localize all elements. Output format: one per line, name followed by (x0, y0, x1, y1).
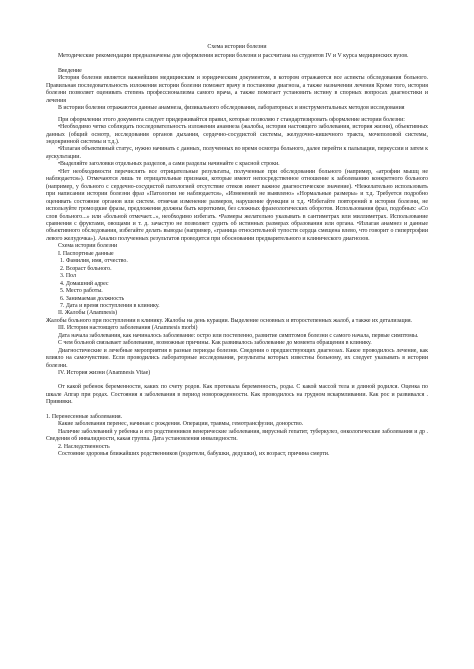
paragraph-7: •Нет необходимости перечислять все отрицательные результаты, полученные при обследовании больного (например, «атрофии мышц не наблюдается»). Отмечаются лишь те отрицательные признаки, которые имеют непосредственное отношение к заболеванию конкретного больного (например, у больного с сердечно-сосудистой патологией отсутствие отеков имеет важное диагностическое значение). •Нежелательно использовать при написании истории болезни фраз «Патологии не наблюдается», «Изменений не выявлено» «Нормальные размеры» и т.д. Требуется подробно оценивать состояние органов или систем. отмечая изменение размеров, нарушение функции и т.д. •Избегайте повторений в истории болезни, не используйте громоздкие фразы, предложения должны быть короткими, без сложных фразеологических оборотов. Использования фраз, подобных: «Со слов больного...» или «больной отмечает...», необходимо избегать. •Размеры желательно указывать в сантиметрах или миллиметрах. Использование сравнения с фруктами, овощами и т. д. зачастую не позволяет судить об истинных размерах образования или органа. •Излагая анамнез и данные объективного обследования, избегайте делать выводы (например, «граница относительной тупости сердца смещена влево, что говорит о гипертрофии левого желудочка»). Анализ полученных результатов проводится при обосновании предварительного и клинического диагнозов. (46, 168, 428, 242)
passport-title: I. Паспортные данные (58, 250, 114, 257)
paragraph-4: •Необходимо четко соблюдать последовательность изложения анамнеза (жалобы, история настоящего заболевания, история жизни), объективных данных (общий осмотр, исследования органов дыхания, сердечно-сосудистой системы, желудочно-кишечного тракта, мочеполовой системы, эндокринной системы и т.д.). (46, 124, 428, 145)
diseases-title: 1. Перенесенные заболевания. (46, 413, 123, 420)
morbi-title: III. История настоящего заболевания (Anamnesis morbi) (58, 325, 198, 332)
list-item: 5. Место работы. (60, 288, 103, 295)
document-title: Схема истории болезни (207, 44, 267, 50)
complaints-title: II. Жалобы (Anamnesis) (58, 310, 118, 317)
paragraph-5: •Излагая объективный статус, нужно начинать с данных, полученных во время осмотра больного, далее перейти к пальпации, перкуссии и затем к аускультации. (46, 146, 428, 160)
paragraph-3: При оформлении этого документа следует придерживайтся правил, которые позволяю г стандартизировать оформление истории болезни: (58, 116, 405, 123)
heredity-paragraph-1: Состояние здоровья ближайших родственников (родители, бабушки, дедушки), их возраст, причина смерти. (58, 451, 330, 458)
diseases-paragraph-1: Какие заболевания перенес, начиная с рождения. Операции, травмы, гемотрансфузии, донорство. (58, 421, 304, 428)
diseases-paragraph-2: Наличие заболеваний у ребенка и его родственников венерические заболевания, вирусный гепатит, туберкулез, онкологические заболевания и др . Сведения об инвалидности, какая группа. Дата установления инвалидности. (46, 428, 428, 443)
complaints-text: Жалобы больного при поступлении в клинику. Жалобы на день курации. Выделение основных и второстепенных жалоб, а также их детализация. (46, 317, 413, 324)
list-item: 4. Домашний адрес (60, 280, 109, 287)
paragraph-2: В истории болезни отражаются данные анамнеза, физикального обследования, лабораторных и инструментальных методов исследования (58, 105, 405, 112)
scheme-title: Схема истории болезни (58, 243, 118, 250)
list-item: 3. Пол (60, 273, 76, 280)
heredity-title: 2. Наследственность (58, 443, 110, 450)
passport-list (46, 258, 428, 310)
list-item: 2. Возраст больного. (60, 265, 112, 272)
list-item: 6. Занимаемая должность (60, 295, 125, 302)
list-item: 7. Дата и время поступления в клинику. (60, 302, 160, 309)
intro-paragraph: Методические рекомендации предназначены для оформления истории болезни и рассчитана на студентов IV и V курса медицинских вузов. (58, 53, 409, 60)
paragraph-6: •Выделяйте заголовки отдельных разделов, а сами разделы начинайте с красной строки. (58, 161, 280, 168)
morbi-paragraph-3: Диагностические и лечебные мероприятия в разные периоды болезни. Сведения о предшествующих диагнозах. Какое проводилось лечение, как влияло на самочувствие. Если проводились лабораторные исследования, результаты которых известны больному, их следует указывать в истории болезни. (46, 347, 428, 369)
morbi-paragraph-1: Дата начала заболевания, как начиналось заболевание: остро или постепенно, развитие симптомов болезни с самого начала, первые симптомы. (58, 332, 419, 339)
intro-heading: Введение (58, 67, 82, 74)
vitae-title: IV. История жизни (Anamnesis Vitae) (58, 370, 151, 377)
morbi-paragraph-2: С чем больной связывает заболевание, возможные причины. Как развивалось заболевание до момента обращения в клинику. (58, 340, 372, 347)
list-item: 1. Фамилия, имя, отчество. (60, 258, 128, 265)
vitae-paragraph-1: От какой ребенок беременности, каких по счету родов. Как протекала беременность, роды. С какой массой тела и длиной родился. Оценка по шкале Апгар при родах. Состояния я заболевания в период новорожденности. Как проводилось на грудном вскармливании. Как рос и развивался . Прививки. (46, 384, 428, 406)
paragraph-1: История болезни является важнейшим медицинским и юридическим документом, в котором отражаются все аспекты обследования больного. Правильная последовательность изложения истории болезни поможет врачу в постановке диагноза, а также назначении лечения Кроме того, история болезни позволяет оценивать степень профессионализма самого врача, а также помогает установить истину в спорных вопросах диагностики и лечения (46, 75, 428, 104)
